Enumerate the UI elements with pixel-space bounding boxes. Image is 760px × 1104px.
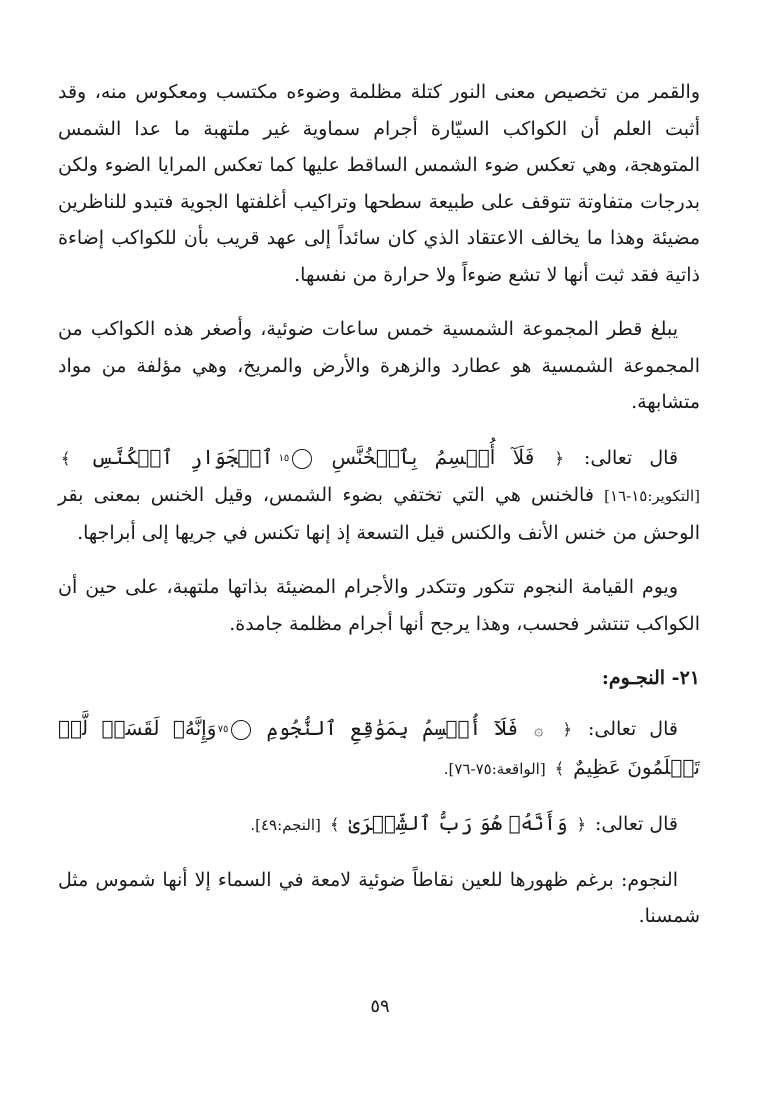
verse-intro: قال تعالى: [587, 718, 678, 740]
page-number: ٥٩ [370, 996, 390, 1017]
section-heading-stars: ٢١- النجـوم: [601, 667, 700, 689]
verse-reference: [النجم:٤٩]. [250, 816, 321, 834]
verse-open-ornament: ﴿ [576, 815, 586, 834]
quran-text: فَلَآ أُقۡسِمُ بِٱلۡخُنَّسِ [331, 444, 535, 469]
paragraph-day-of-judgement: ويوم القيامة النجوم تتكور وتتكدر والأجرام المضيئة بذاتها ملتهبة، على حين أن الكواكب تنتشر فحسب، وهذا يرجح أنها أجرام مظلمة جامدة. [58, 576, 700, 635]
paragraph-takwir-verse [58, 439, 700, 552]
verse-close-ornament: ﴾ [329, 815, 340, 834]
paragraph-najm-verse [58, 805, 700, 844]
ayah-number-marker: ٧٥ [231, 720, 251, 740]
quran-text: وَإِنَّهُۥ لَقَسَمٞ لَّوۡ تَعۡلَمُونَ عَظِيمٌ [58, 716, 700, 779]
verse-intro: قال تعالى: [583, 446, 679, 469]
quran-text: وَأَنَّهُۥ هُوَ رَبُّ ٱلشِّعۡرَىٰ [348, 811, 568, 835]
verse-commentary: فالخنس هي التي تختفي بضوء الشمس، وقيل الخنس بمعنى بقر الوحش من خنس الأنف والكنس قيل التسعة إذ إنها تكنس في جريها إلى أبراجها. [58, 484, 700, 544]
verse-open-ornament: ﴿ [554, 448, 564, 468]
ayah-number-marker: ١٥ [292, 449, 312, 469]
verse-close-ornament: ﴾ [61, 448, 71, 468]
verse-reference: [الواقعة:٧٥-٧٦]. [443, 759, 546, 778]
paragraph-moon-planets: والقمر من تخصيص معنى النور كتلة مظلمة وضوءه مكتسب ومعكوس منه، وقد أثبت العلم أن الكواكب السيّارة أجرام سماوية غير ملتهبة ما عدا الشمس المتوهجة، وهي تعكس ضوء الشمس الساقط عليها كما تعكس المرايا الضوء ولكن بدرجات متفاوتة تتوقف على طبيعة سطحها وتراكيب أغلفتها الجوية فتبدو للناظرين مضيئة وهذا ما يخالف الاعتقاد الذي كان سائداً إلى عهد قريب بأن للكواكب إضاءة ذاتية فقد ثبت أنها لا تشع ضوءاً ولا حرارة من نفسها. [58, 81, 700, 286]
quran-text: فَلَآ أُقۡسِمُ بِمَوَٰقِعِ ٱلنُّجُومِ [266, 716, 519, 740]
verse-close-ornament: ﴾ [554, 758, 565, 778]
verse-reference: [التكوير:١٥-١٦] [604, 487, 700, 505]
verse-open-ornament: ﴿ [562, 720, 572, 739]
quran-text: ٱلۡجَوَارِ ٱلۡكُنَّسِ [90, 444, 274, 469]
rub-el-hizb-icon: ۞ [534, 720, 544, 739]
verse-intro: قال تعالى: [595, 813, 678, 835]
paragraph-solar-system: يبلغ قطر المجموعة الشمسية خمس ساعات ضوئية، وأصغر هذه الكواكب من المجموعة الشمسية هو عطارد والزهرة والأرض والمريخ، وهي مؤلفة من مواد متشابهة. [58, 318, 700, 413]
paragraph-stars-definition: النجوم: برغم ظهورها للعين نقاطاً ضوئية لامعة في السماء إلا أنها شموس مثل شمسنا. [58, 868, 700, 927]
paragraph-waqiah-verse [58, 710, 700, 787]
page-body [58, 74, 700, 953]
